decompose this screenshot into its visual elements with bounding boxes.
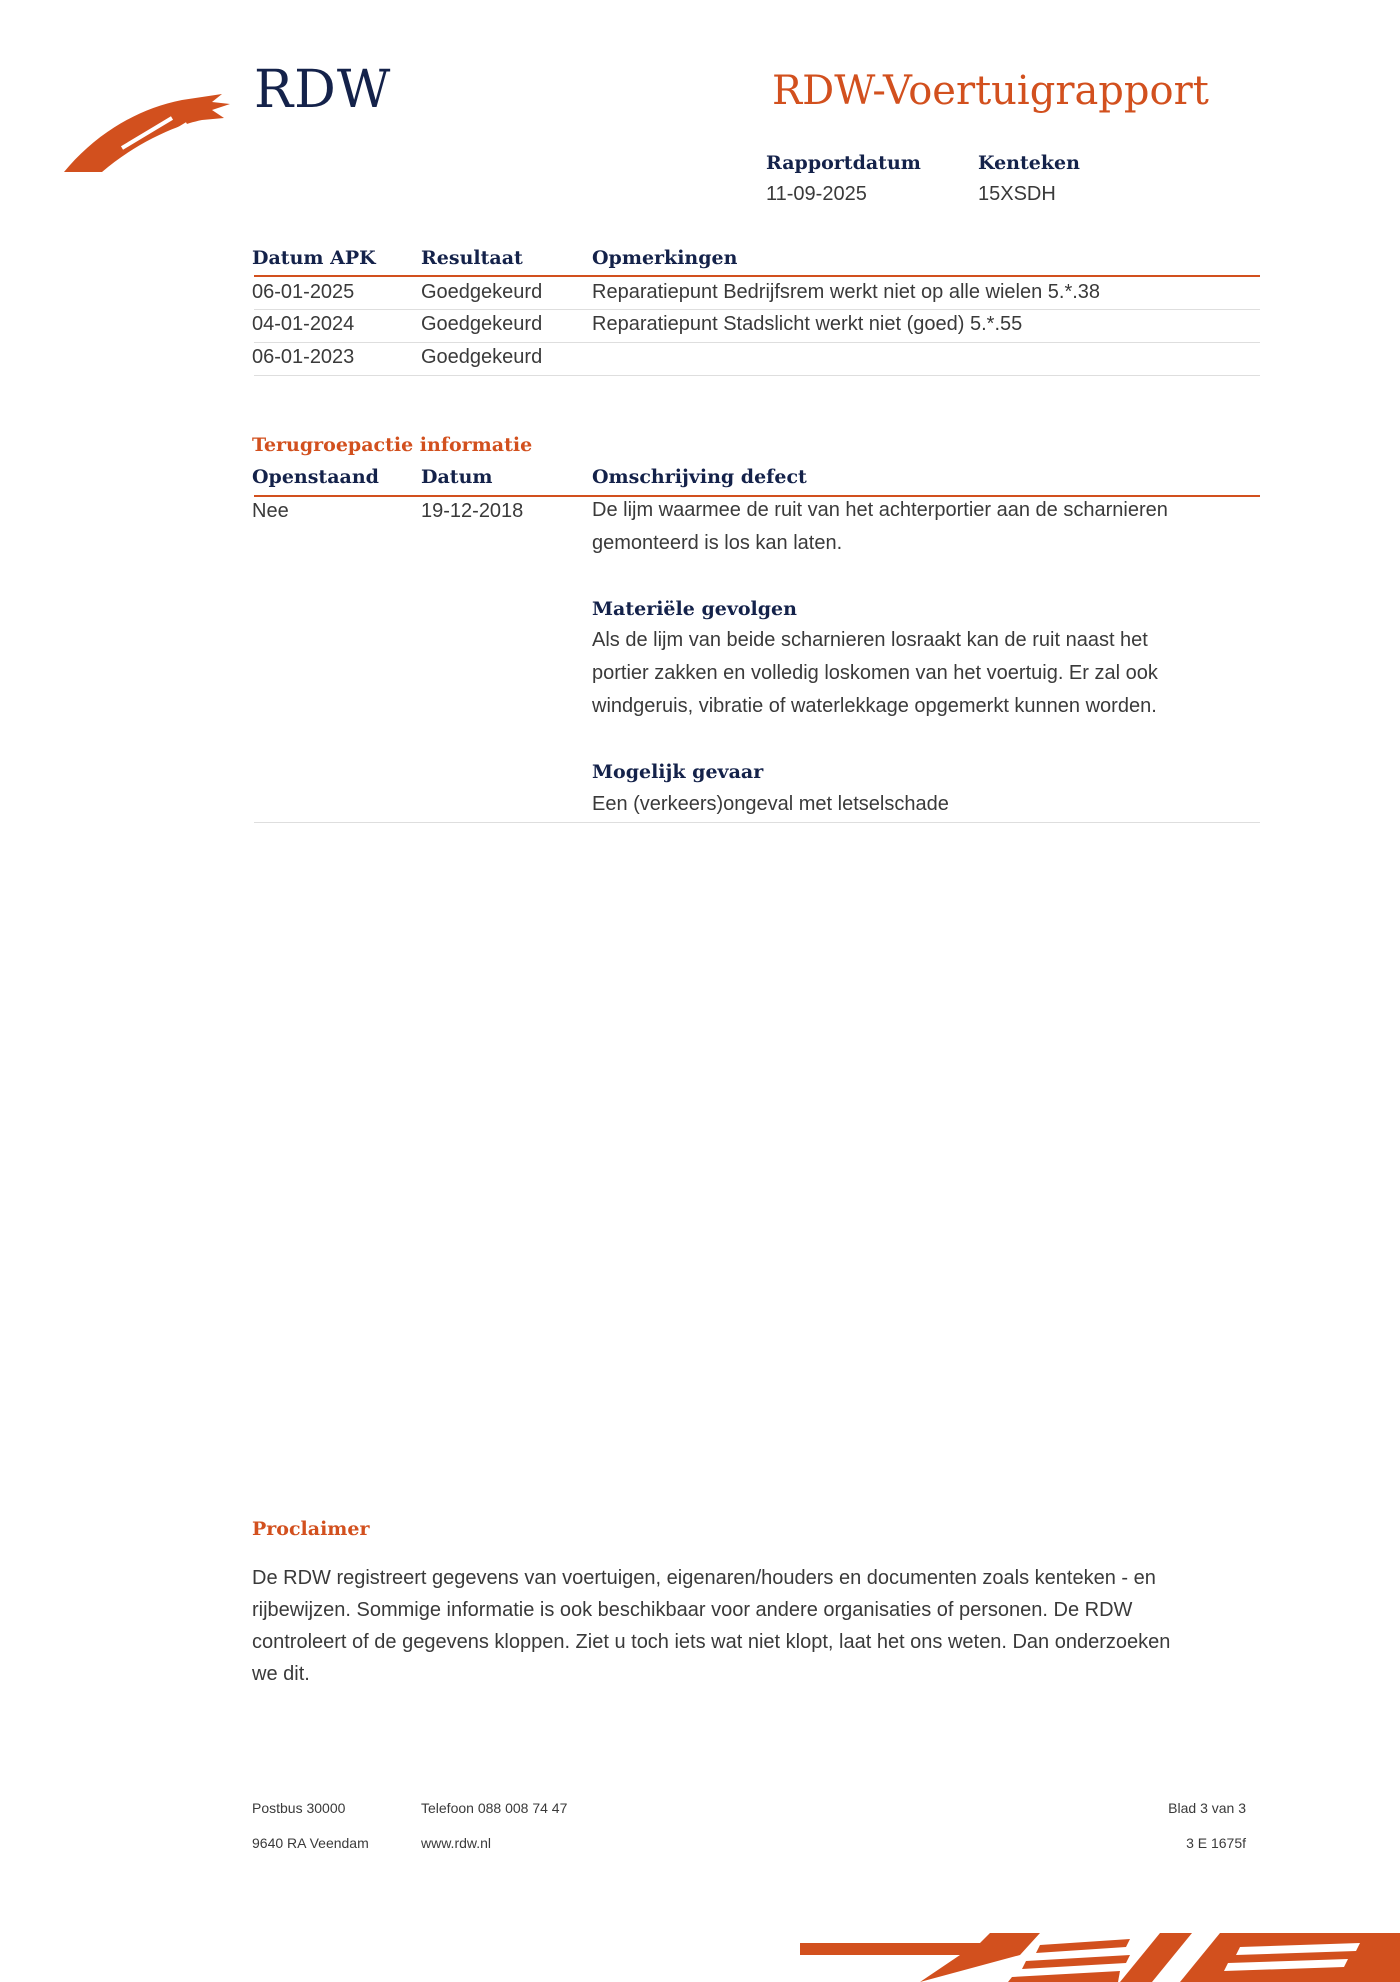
footer-city: 9640 RA Veendam <box>252 1835 369 1851</box>
logo-text: RDW <box>254 60 392 120</box>
page-title: RDW-Voertuigrapport <box>772 68 1209 114</box>
text-line: Als de lijm van beide scharnieren losraakt kan de ruit naast het <box>592 629 1148 651</box>
recall-section-title: Terugroepactie informatie <box>252 434 533 456</box>
plate-value: 15XSDH <box>978 183 1056 205</box>
proclaimer-text <box>252 1562 1170 1690</box>
rdw-logo-icon <box>62 88 232 178</box>
recall-date-value: 19-12-2018 <box>421 500 524 522</box>
recall-col-open: Openstaand <box>252 466 379 488</box>
text-line: we dit. <box>252 1663 310 1685</box>
apk-row-date: 04-01-2024 <box>252 313 355 335</box>
text-line: rijbewijzen. Sommige informatie is ook beschikbaar voor andere organisaties of personen. De RDW <box>252 1599 1133 1621</box>
row-divider <box>254 375 1260 376</box>
apk-row-date: 06-01-2025 <box>252 281 355 303</box>
recall-open-value: Nee <box>252 500 289 522</box>
recall-defect-text <box>592 494 1168 560</box>
recall-col-defect: Omschrijving defect <box>592 466 807 488</box>
apk-row-remark: Reparatiepunt Stadslicht werkt niet (goed) 5.*.55 <box>592 313 1023 335</box>
plate-label: Kenteken <box>978 152 1080 174</box>
apk-row-result: Goedgekeurd <box>421 281 543 303</box>
text-line: portier zakken en volledig loskomen van het voertuig. Er zal ook <box>592 662 1158 684</box>
decorative-stripes-icon <box>800 1925 1400 1982</box>
apk-col-date: Datum APK <box>252 247 376 269</box>
apk-row-remark: Reparatiepunt Bedrijfsrem werkt niet op alle wielen 5.*.38 <box>592 281 1101 303</box>
text-line: De lijm waarmee de ruit van het achterportier aan de scharnieren <box>592 499 1168 521</box>
danger-text: Een (verkeers)ongeval met letselschade <box>592 793 949 815</box>
footer-page-number: Blad 3 van 3 <box>1168 1800 1246 1816</box>
footer-doc-code: 3 E 1675f <box>1186 1835 1246 1851</box>
consequences-title: Materiële gevolgen <box>592 598 797 620</box>
footer-website[interactable]: www.rdw.nl <box>421 1835 492 1851</box>
report-date-value: 11-09-2025 <box>766 183 867 205</box>
row-divider <box>254 342 1260 343</box>
text-line: controleert of de gegevens kloppen. Ziet u toch iets wat niet klopt, laat het ons weten. Dan onderzoeken <box>252 1631 1171 1653</box>
consequences-text <box>592 624 1158 723</box>
footer-phone: Telefoon 088 008 74 47 <box>421 1800 568 1816</box>
row-divider <box>254 822 1260 823</box>
apk-col-result: Resultaat <box>421 247 523 269</box>
text-line: windgeruis, vibratie of waterlekkage opgemerkt kunnen worden. <box>592 695 1157 717</box>
apk-row-date: 06-01-2023 <box>252 346 355 368</box>
row-divider <box>254 309 1260 310</box>
apk-col-remarks: Opmerkingen <box>592 247 738 269</box>
proclaimer-title: Proclaimer <box>252 1518 370 1540</box>
text-line: De RDW registreert gegevens van voertuigen, eigenaren/houders en documenten zoals kenteken - en <box>252 1567 1156 1589</box>
danger-title: Mogelijk gevaar <box>592 761 764 783</box>
apk-row-result: Goedgekeurd <box>421 313 543 335</box>
text-line: gemonteerd is los kan laten. <box>592 532 843 554</box>
footer-postbus: Postbus 30000 <box>252 1800 346 1816</box>
apk-header-rule <box>254 275 1260 277</box>
report-date-label: Rapportdatum <box>766 152 921 174</box>
apk-row-result: Goedgekeurd <box>421 346 543 368</box>
recall-col-date: Datum <box>421 466 493 488</box>
